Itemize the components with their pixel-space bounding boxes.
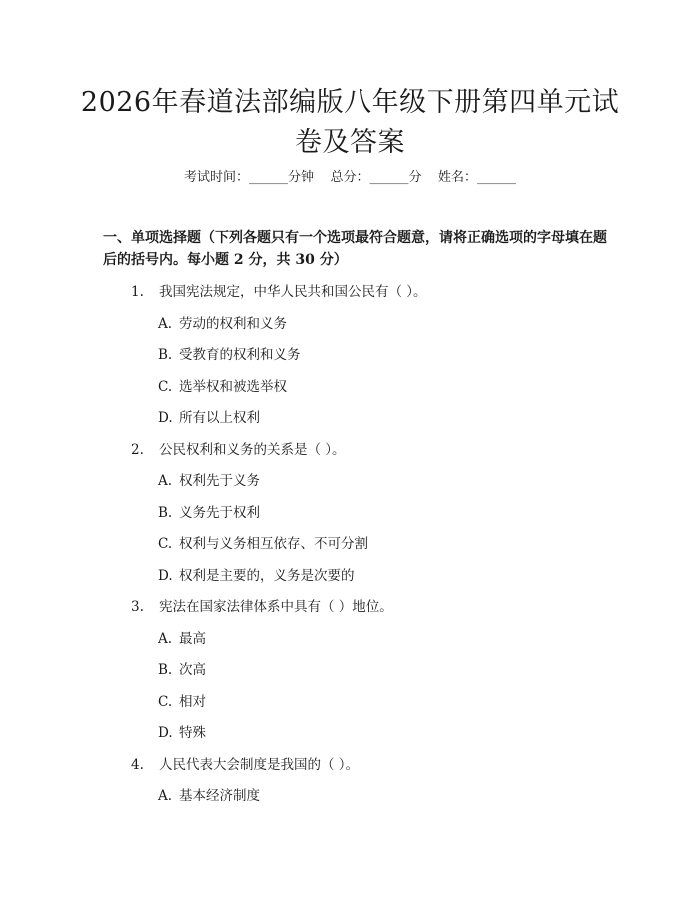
option-letter: A. [158,788,173,804]
question-text: 宪法在国家法律体系中具有（ ）地位。 [159,599,393,615]
option-letter: A. [158,315,173,332]
title-line-1: 2026年春道法部编版八年级下册第四单元试 [80,87,620,118]
option-text: 劳动的权利和义务 [179,315,287,332]
question-text: 我国宪法规定，中华人民共和国公民有（ ）。 [159,284,427,300]
answer-option [158,471,260,491]
document-title [60,83,640,163]
section-heading: 一、单项选择题（下列各题只有一个选项最符合题意，请将正确选项的字母填在题后的括号内。每小题 2 分，共 30 分） [103,230,607,268]
question-item [131,282,427,302]
answer-option [158,660,206,680]
option-letter: D. [158,410,173,426]
option-letter: B. [158,504,173,521]
option-text: 权利与义务相互依存、不可分割 [179,536,368,552]
question-item [131,597,393,617]
option-text: 选举权和被选举权 [179,378,287,395]
option-text: 权利先于义务 [179,473,260,489]
option-text: 受教育的权利和义务 [179,347,301,363]
answer-option [158,566,355,586]
answer-option [158,345,301,365]
option-text: 次高 [179,662,206,678]
option-letter: A. [158,630,173,647]
option-letter: D. [158,725,173,741]
question-item [131,440,346,460]
option-text: 最高 [179,630,206,647]
question-text: 人民代表大会制度是我国的（ ）。 [159,756,360,773]
question-number: 1. [131,284,144,300]
question-number: 2. [131,441,144,458]
question-item [131,755,359,775]
answer-option [158,408,260,428]
question-number: 3. [131,599,144,615]
answer-option [158,377,287,397]
answer-option [158,692,206,712]
option-text: 义务先于权利 [179,504,260,521]
answer-option [158,786,260,806]
answer-option [158,503,260,523]
option-letter: B. [158,662,173,678]
exam-meta-line: 考试时间：______分钟 总分：______分 姓名：______ [183,170,517,185]
answer-option [158,534,368,554]
option-text: 基本经济制度 [179,788,260,804]
title-line-2: 卷及答案 [295,127,405,158]
option-letter: A. [158,473,173,489]
option-letter: C. [158,378,173,395]
option-text: 特殊 [179,725,206,741]
option-letter: C. [158,536,173,552]
option-text: 所有以上权利 [179,410,260,426]
option-text: 权利是主要的，义务是次要的 [179,567,355,584]
answer-option [158,629,206,649]
option-letter: D. [158,567,173,584]
option-letter: B. [158,347,173,363]
answer-option [158,723,206,743]
option-letter: C. [158,693,173,710]
question-text: 公民权利和义务的关系是（ ）。 [159,441,346,458]
option-text: 相对 [179,693,206,710]
answer-option [158,314,287,334]
question-number: 4. [131,756,144,773]
